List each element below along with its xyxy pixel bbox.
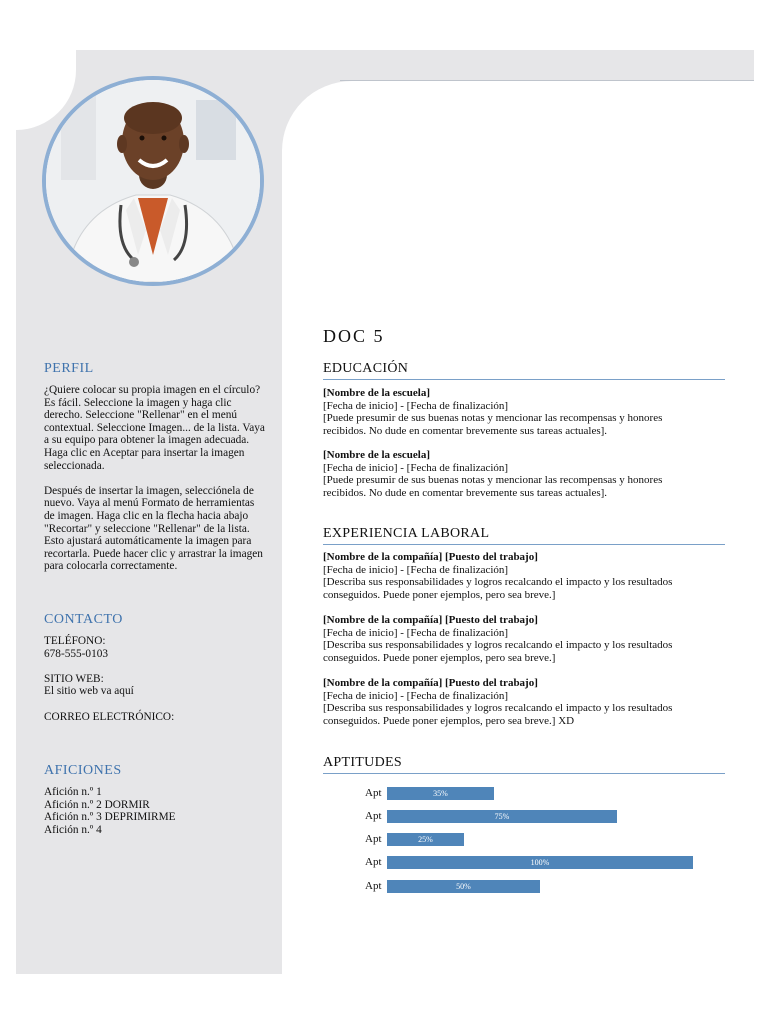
- school-name: [Nombre de la escuela]: [323, 387, 431, 399]
- experience-description: [Describa sus responsabilidades y logros recalcando el impacto y los resultados: [323, 576, 673, 589]
- doctor-photo-icon: [46, 80, 260, 282]
- experience-description: [Describa sus responsabilidades y logros recalcando el impacto y los resultados: [323, 639, 673, 652]
- email-label: CORREO ELECTRÓNICO:: [44, 710, 175, 723]
- document-title: DOC 5: [323, 326, 385, 346]
- skill-label: Apt: [365, 787, 382, 799]
- education-description: [Puede presumir de sus buenas notas y mencionar las recompensas y honores: [323, 474, 663, 487]
- profile-photo[interactable]: [42, 76, 264, 286]
- experience-entry: [323, 677, 723, 727]
- experience-heading: EXPERIENCIA LABORAL: [323, 526, 725, 545]
- skill-bar: [387, 856, 693, 869]
- profile-heading: PERFIL: [44, 361, 94, 376]
- profile-text: [44, 384, 266, 586]
- experience-entry: [323, 614, 723, 664]
- hobby-item: Afición n.º 3 DEPRIMIRME: [44, 811, 176, 824]
- hobbies-list: [44, 786, 266, 836]
- education-description: recibidos. No dude en comentar brevemente sus tareas actuales].: [323, 424, 608, 437]
- hobby-item: Afición n.º 2 DORMIR: [44, 798, 150, 811]
- skill-row: [323, 809, 723, 823]
- skill-bar: [387, 880, 540, 893]
- skill-label: Apt: [365, 880, 382, 892]
- company-title: [Nombre de la compañía] [Puesto del trabajo]: [323, 551, 538, 563]
- profile-paragraph: Después de insertar la imagen, selecciónela de nuevo. Vaya al menú Formato de herramientas de imagen. Haga clic en la flecha hacia abajo "Recortar" y seleccione "Rellenar" de la lista. Esto ajustará automáticamente la imagen para recortarla. Puede hacer clic y arrastrar la imagen para colocarla correctamente.: [44, 484, 263, 573]
- skill-label: Apt: [365, 833, 382, 845]
- company-title: [Nombre de la compañía] [Puesto del trabajo]: [323, 614, 538, 626]
- skill-label: Apt: [365, 810, 382, 822]
- skill-percent: 25%: [418, 835, 433, 844]
- skill-bar: [387, 810, 617, 823]
- skill-row: [323, 786, 723, 800]
- contact-heading: CONTACTO: [44, 612, 123, 627]
- education-dates: [Fecha de inicio] - [Fecha de finalización]: [323, 461, 509, 474]
- skill-bar: [387, 787, 494, 800]
- experience-entry: [323, 551, 723, 601]
- education-dates: [Fecha de inicio] - [Fecha de finalización]: [323, 399, 509, 412]
- skill-row: [323, 879, 723, 893]
- skill-percent: 50%: [456, 882, 471, 891]
- hobby-item: Afición n.º 1: [44, 786, 102, 798]
- experience-description: conseguidos. Puede poner ejemplos, pero sea breve.] XD: [323, 714, 575, 727]
- phone-value[interactable]: 678-555-0103: [44, 647, 109, 660]
- web-label: SITIO WEB:: [44, 672, 104, 685]
- skill-percent: 100%: [530, 858, 550, 867]
- skill-percent: 75%: [494, 812, 510, 821]
- hobbies-heading: AFICIONES: [44, 763, 122, 778]
- hobby-item: Afición n.º 4: [44, 823, 102, 836]
- experience-description: conseguidos. Puede poner ejemplos, pero sea breve.]: [323, 588, 556, 601]
- skill-label: Apt: [365, 856, 382, 868]
- education-entry: [323, 449, 723, 499]
- experience-dates: [Fecha de inicio] - [Fecha de finalización]: [323, 626, 509, 639]
- skill-row: [323, 855, 723, 869]
- skills-heading: APTITUDES: [323, 755, 725, 774]
- contact-block: [44, 635, 266, 723]
- phone-label: TELÉFONO:: [44, 635, 106, 647]
- skill-percent: 35%: [433, 789, 448, 798]
- experience-dates: [Fecha de inicio] - [Fecha de finalización]: [323, 563, 509, 576]
- education-description: [Puede presumir de sus buenas notas y mencionar las recompensas y honores: [323, 412, 663, 425]
- company-title: [Nombre de la compañía] [Puesto del trabajo]: [323, 677, 538, 689]
- experience-dates: [Fecha de inicio] - [Fecha de finalización]: [323, 689, 509, 702]
- education-entry: [323, 387, 723, 437]
- skill-bar: [387, 833, 464, 846]
- experience-description: conseguidos. Puede poner ejemplos, pero sea breve.]: [323, 651, 556, 664]
- education-description: recibidos. No dude en comentar brevemente sus tareas actuales].: [323, 486, 608, 499]
- education-heading: EDUCACIÓN: [323, 361, 725, 380]
- experience-description: [Describa sus responsabilidades y logros recalcando el impacto y los resultados: [323, 702, 673, 715]
- web-value[interactable]: El sitio web va aquí: [44, 685, 134, 698]
- profile-paragraph: ¿Quiere colocar su propia imagen en el círculo? Es fácil. Seleccione la imagen y haga clic derecho. Seleccione "Rellenar" en el menú contextual. Seleccione Imagen... de la lista. Vaya a su equipo para obtener la imagen adecuada. Haga clic en Aceptar para insertar la imagen seleccionada.: [44, 384, 265, 472]
- header-rule: [340, 80, 754, 81]
- school-name: [Nombre de la escuela]: [323, 449, 431, 461]
- skill-row: [323, 832, 723, 846]
